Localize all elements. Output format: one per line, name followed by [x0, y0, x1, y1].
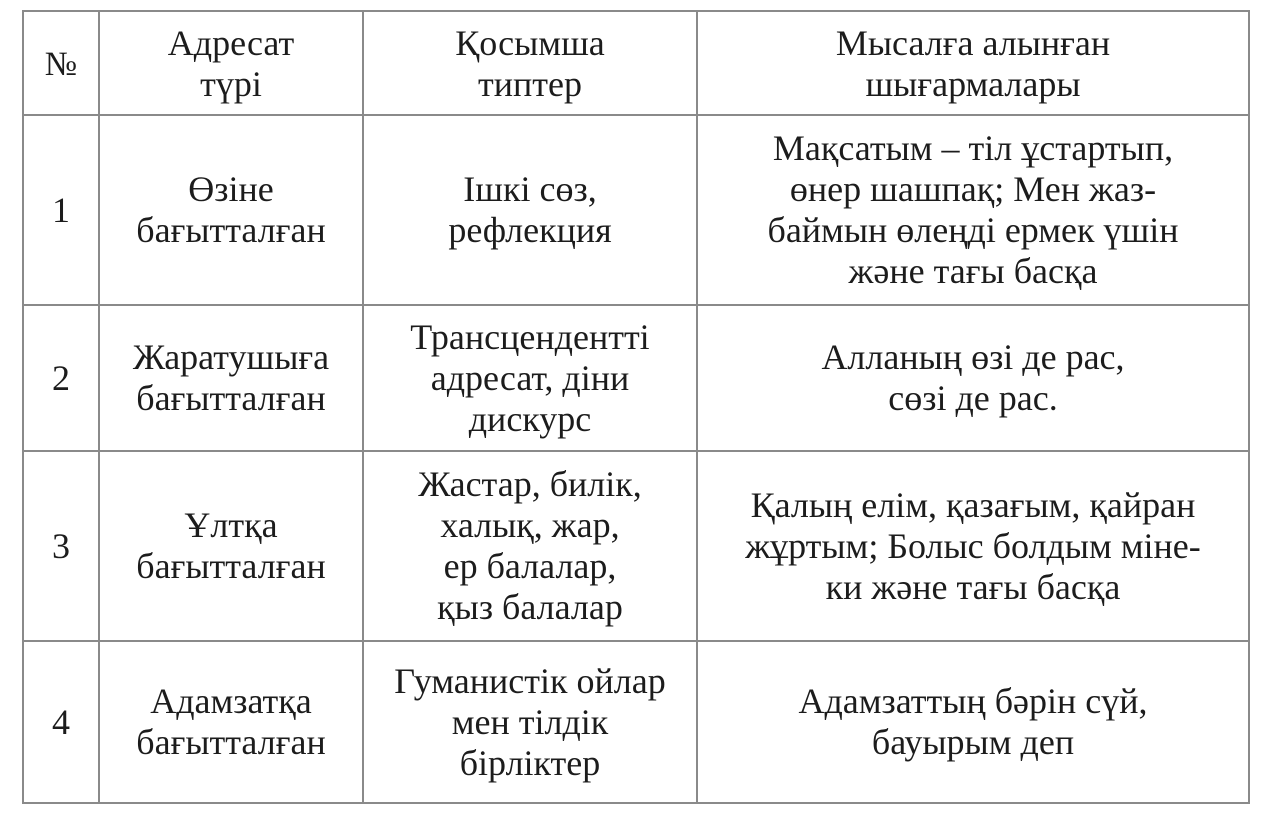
- header-line: түрі: [200, 64, 262, 104]
- cell-example-works: [697, 305, 1249, 451]
- cell-line: бірліктер: [459, 742, 601, 783]
- table-row: [23, 305, 1249, 451]
- cell-number: 1: [23, 115, 99, 305]
- cell-line: Адамзаттың бәрін сүй,: [798, 681, 1148, 721]
- cell-line: бағытталған: [136, 722, 326, 762]
- cell-line: мен тілдік: [451, 701, 609, 742]
- cell-line: өнер шашпақ; Мен жаз-: [789, 169, 1157, 209]
- cell-line: қыз балалар: [437, 587, 623, 627]
- cell-line: дискурс: [468, 398, 592, 439]
- cell-line: Өзіне: [188, 169, 274, 209]
- table-row: [23, 451, 1249, 641]
- table-row: [23, 641, 1249, 803]
- cell-example-works: [697, 115, 1249, 305]
- cell-additional-types: [363, 641, 697, 803]
- cell-line: Қалың елім, қазағым, қайран: [750, 484, 1196, 525]
- cell-line: баймын өлеңді ермек үшін: [767, 210, 1179, 250]
- cell-line: Жастар, билік,: [418, 464, 642, 504]
- header-line: Адресат: [167, 23, 295, 63]
- header-line: Қосымша: [455, 23, 605, 63]
- table-row: [23, 115, 1249, 305]
- cell-line: Ішкі сөз,: [463, 169, 597, 209]
- cell-line: халық, жар,: [440, 505, 620, 545]
- cell-line: Трансцендентті: [410, 316, 650, 357]
- cell-line: ер балалар,: [443, 546, 617, 586]
- cell-addressee-type: [99, 641, 363, 803]
- cell-number: 3: [23, 451, 99, 641]
- cell-line: және тағы басқа: [848, 251, 1098, 291]
- cell-line: Алланың өзі де рас,: [821, 337, 1125, 377]
- header-additional-types: [363, 11, 697, 115]
- cell-line: жұртым; Болыс болдым міне-: [745, 525, 1201, 566]
- cell-line: ки және тағы басқа: [825, 566, 1121, 607]
- cell-line: бағытталған: [136, 210, 326, 250]
- cell-line: бауырым деп: [871, 722, 1075, 762]
- header-line: шығармалары: [865, 64, 1081, 104]
- cell-example-works: [697, 641, 1249, 803]
- cell-line: рефлекция: [448, 210, 612, 250]
- cell-additional-types: [363, 115, 697, 305]
- cell-additional-types: [363, 305, 697, 451]
- cell-addressee-type: [99, 115, 363, 305]
- cell-line: Адамзатқа: [150, 681, 312, 721]
- cell-addressee-type: [99, 305, 363, 451]
- header-addressee-type: [99, 11, 363, 115]
- header-line: типтер: [478, 64, 582, 104]
- cell-number: 4: [23, 641, 99, 803]
- cell-line: Мақсатым – тіл ұстартып,: [772, 128, 1174, 168]
- cell-line: сөзі де рас.: [888, 378, 1058, 418]
- cell-additional-types: [363, 451, 697, 641]
- header-example-works: [697, 11, 1249, 115]
- cell-line: бағытталған: [136, 546, 326, 586]
- header-line: Мысалға алынған: [835, 23, 1111, 63]
- cell-line: Гуманистік ойлар: [394, 660, 666, 701]
- table-header-row: [23, 11, 1249, 115]
- cell-number: 2: [23, 305, 99, 451]
- cell-line: адресат, діни: [430, 357, 630, 398]
- cell-example-works: [697, 451, 1249, 641]
- cell-addressee-type: [99, 451, 363, 641]
- header-number: №: [23, 11, 99, 115]
- addressee-table: [22, 10, 1250, 804]
- cell-line: Ұлтқа: [184, 505, 278, 545]
- cell-line: Жаратушыға: [132, 337, 330, 377]
- cell-line: бағытталған: [136, 378, 326, 418]
